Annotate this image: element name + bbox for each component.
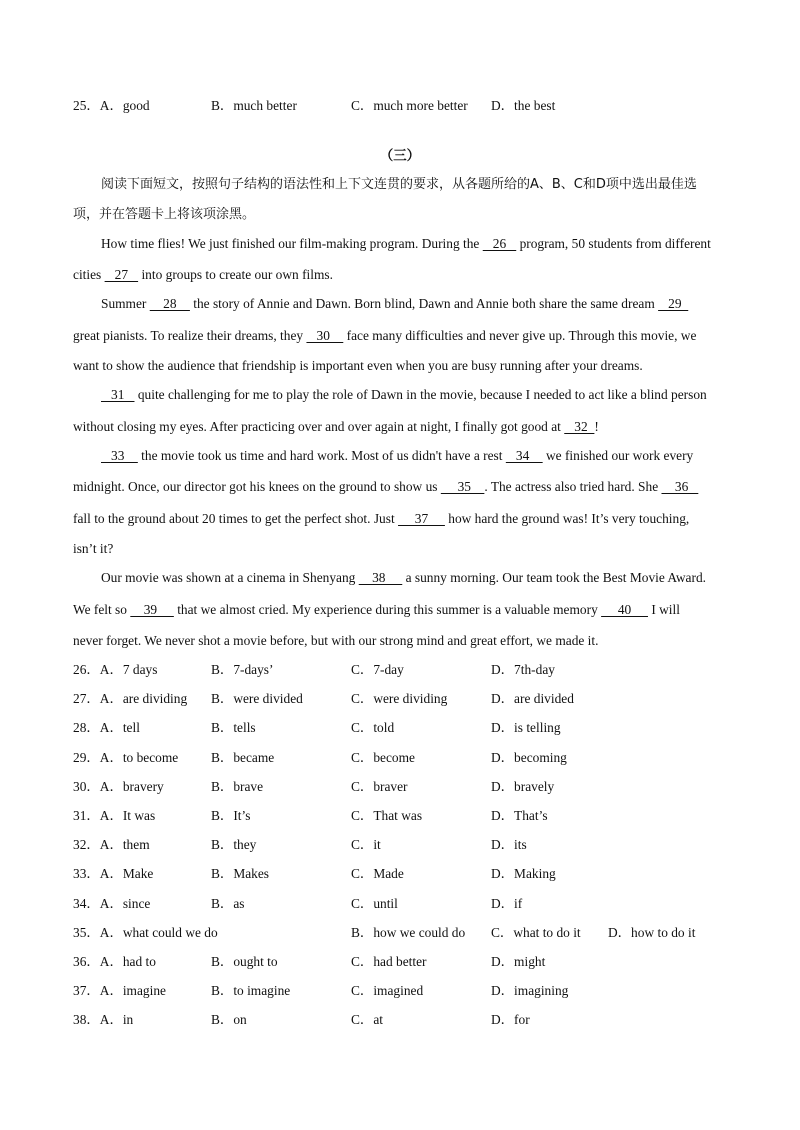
passage-text: without closing my eyes. After practicing over and over again at night, I finally got good at bbox=[73, 419, 565, 434]
option-c: C．were dividing bbox=[351, 691, 448, 706]
option-d: D．That’s bbox=[491, 808, 548, 823]
option-d: D．becoming bbox=[491, 750, 567, 765]
passage-line bbox=[73, 418, 733, 436]
passage-line bbox=[101, 386, 761, 404]
option-a: 30．A．bravery bbox=[73, 779, 164, 794]
option-b: B．tells bbox=[211, 720, 256, 735]
passage-text: great pianists. To realize their dreams, they bbox=[73, 328, 307, 343]
passage-line: want to show the audience that friendship is important even when you are busy running after your dreams. bbox=[73, 358, 643, 373]
passage-line bbox=[101, 235, 761, 253]
passage-line bbox=[101, 295, 761, 313]
passage-line bbox=[101, 569, 761, 587]
option-c: C．until bbox=[351, 896, 398, 911]
passage-text: Our movie was shown at a cinema in Shenyang bbox=[101, 570, 359, 585]
blank-37: 37 bbox=[398, 511, 445, 526]
blank-26: 26 bbox=[482, 236, 517, 251]
option-b: B．as bbox=[211, 896, 245, 911]
passage-text: how hard the ground was! It’s very touching, bbox=[444, 511, 690, 526]
blank-33: 33 bbox=[101, 448, 138, 463]
passage-line: never forget. We never shot a movie before, but with our strong mind and great effort, we made it. bbox=[73, 633, 599, 648]
option-a: A．good bbox=[99, 98, 150, 113]
option-d: D．are divided bbox=[491, 691, 574, 706]
option-a: 33．A．Make bbox=[73, 866, 154, 881]
question-number: 25． bbox=[73, 98, 100, 113]
passage-text: fall to the ground about 20 times to get the perfect shot. Just bbox=[73, 511, 399, 526]
option-d: D．if bbox=[491, 896, 523, 911]
passage-text: I will bbox=[647, 602, 680, 617]
option-a: 29．A．to become bbox=[73, 750, 179, 765]
option-a: 35．A．what could we do bbox=[73, 925, 218, 940]
option-c: C．braver bbox=[351, 779, 408, 794]
blank-32: 32 bbox=[564, 419, 595, 434]
blank-27: 27 bbox=[104, 267, 139, 282]
passage-line: isn’t it? bbox=[73, 541, 114, 556]
option-a: 32．A．them bbox=[73, 837, 150, 852]
option-c: C．told bbox=[351, 720, 395, 735]
option-c: C．become bbox=[351, 750, 415, 765]
option-c: C．much more better bbox=[351, 98, 468, 113]
passage-line bbox=[73, 327, 733, 345]
option-a: 38．A．in bbox=[73, 1012, 134, 1027]
passage-text: the story of Annie and Dawn. Born blind, Dawn and Annie both share the same dream bbox=[189, 296, 659, 311]
blank-39: 39 bbox=[130, 602, 174, 617]
option-b: B．to imagine bbox=[211, 983, 291, 998]
option-c: C．imagined bbox=[351, 983, 424, 998]
option-a: 31．A．It was bbox=[73, 808, 156, 823]
passage-text: How time flies! We just finished our film-making program. During the bbox=[101, 236, 483, 251]
option-a: 28．A．tell bbox=[73, 720, 140, 735]
option-b: B．Makes bbox=[211, 866, 270, 881]
option-d: D．for bbox=[491, 1012, 530, 1027]
option-d: D．imagining bbox=[491, 983, 569, 998]
blank-40: 40 bbox=[601, 602, 648, 617]
passage-text: midnight. Once, our director got his knees on the ground to show us bbox=[73, 479, 441, 494]
blank-34: 34 bbox=[505, 448, 543, 463]
blank-31: 31 bbox=[101, 387, 135, 402]
option-b: B．much better bbox=[211, 98, 297, 113]
option-b: B．they bbox=[211, 837, 257, 852]
option-b: B．7-days’ bbox=[211, 662, 274, 677]
passage-line bbox=[73, 601, 733, 619]
passage-text: we finished our work every bbox=[542, 448, 694, 463]
option-b: B．on bbox=[211, 1012, 247, 1027]
passage-text: ! bbox=[594, 419, 599, 434]
instructions-line-2: 项，并在答题卡上将该项涂黑。 bbox=[73, 207, 256, 222]
option-b: B．It’s bbox=[211, 808, 251, 823]
option-a: 26．A．7 days bbox=[73, 662, 158, 677]
option-d: D．its bbox=[491, 837, 527, 852]
passage-text: a sunny morning. Our team took the Best Movie Award. bbox=[402, 570, 706, 585]
option-a: 37．A．imagine bbox=[73, 983, 166, 998]
passage-text: Summer bbox=[101, 296, 150, 311]
passage-line bbox=[73, 510, 733, 528]
option-c: C．Made bbox=[351, 866, 404, 881]
option-c: C．had better bbox=[351, 954, 427, 969]
passage-text: cities bbox=[73, 267, 105, 282]
blank-28: 28 bbox=[149, 296, 190, 311]
option-d: D．bravely bbox=[491, 779, 555, 794]
passage-line bbox=[73, 478, 733, 496]
question-25 bbox=[73, 97, 150, 115]
passage-text: into groups to create our own films. bbox=[138, 267, 333, 282]
option-d: D．how to do it bbox=[608, 925, 696, 940]
option-b: B．how we could do bbox=[351, 925, 466, 940]
option-d: D．7th-day bbox=[491, 662, 555, 677]
option-c: C．That was bbox=[351, 808, 423, 823]
blank-30: 30 bbox=[306, 328, 344, 343]
section-title: （三） bbox=[379, 149, 421, 164]
option-c: C．what to do it bbox=[491, 925, 581, 940]
passage-text: . The actress also tried hard. She bbox=[484, 479, 662, 494]
blank-36: 36 bbox=[661, 479, 699, 494]
passage-text: We felt so bbox=[73, 602, 131, 617]
blank-38: 38 bbox=[358, 570, 403, 585]
option-a: 34．A．since bbox=[73, 896, 151, 911]
option-a: 27．A．are dividing bbox=[73, 691, 188, 706]
option-d: D．might bbox=[491, 954, 546, 969]
option-b: B．were divided bbox=[211, 691, 303, 706]
instructions-line-1: 阅读下面短文，按照句子结构的语法性和上下文连贯的要求，从各题所给的A、B、C和D项中选出最佳选 bbox=[101, 177, 697, 192]
option-c: C．7-day bbox=[351, 662, 404, 677]
option-b: B．ought to bbox=[211, 954, 278, 969]
option-d: D．is telling bbox=[491, 720, 561, 735]
option-c: C．at bbox=[351, 1012, 383, 1027]
option-d: D．the best bbox=[491, 98, 556, 113]
passage-text: that we almost cried. My experience during this summer is a valuable memory bbox=[173, 602, 602, 617]
option-a: 36．A．had to bbox=[73, 954, 156, 969]
option-d: D．Making bbox=[491, 866, 556, 881]
passage-text: the movie took us time and hard work. Most of us didn't have a rest bbox=[137, 448, 506, 463]
blank-29: 29 bbox=[658, 296, 689, 311]
blank-35: 35 bbox=[440, 479, 485, 494]
passage-text: quite challenging for me to play the role of Dawn in the movie, because I needed to act like a blind person bbox=[134, 387, 707, 402]
passage-text: program, 50 students from different bbox=[516, 236, 711, 251]
option-c: C．it bbox=[351, 837, 381, 852]
passage-line bbox=[101, 447, 761, 465]
option-b: B．brave bbox=[211, 779, 264, 794]
passage-line bbox=[73, 266, 733, 284]
option-b: B．became bbox=[211, 750, 275, 765]
passage-text: face many difficulties and never give up. Through this movie, we bbox=[343, 328, 697, 343]
